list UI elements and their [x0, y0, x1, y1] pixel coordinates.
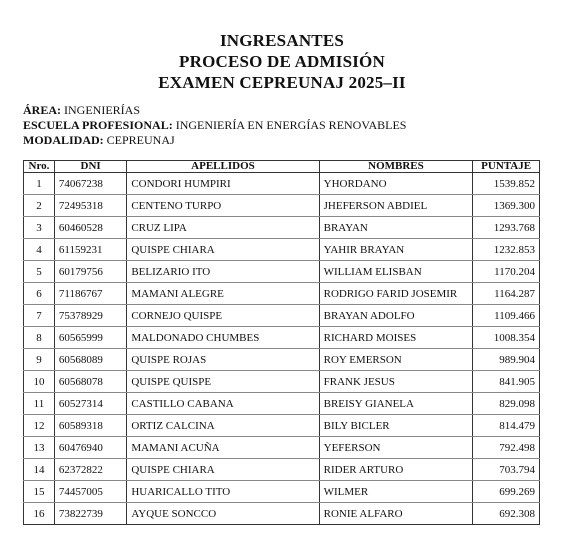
school-label: ESCUELA PROFESIONAL:: [23, 118, 173, 132]
cell-nombres: BRAYAN: [319, 217, 473, 239]
cell-puntaje: 829.098: [473, 393, 540, 415]
cell-nro: 1: [24, 173, 55, 195]
cell-dni: 60565999: [54, 327, 126, 349]
table-row: [24, 239, 540, 261]
table-row: [24, 415, 540, 437]
cell-puntaje: 692.308: [473, 503, 540, 525]
cell-puntaje: 1232.853: [473, 239, 540, 261]
header-puntaje: PUNTAJE: [473, 161, 540, 173]
school-line: [23, 118, 406, 133]
table-row: [24, 327, 540, 349]
cell-nro: 4: [24, 239, 55, 261]
cell-nombres: YHORDANO: [319, 173, 473, 195]
cell-dni: 71186767: [54, 283, 126, 305]
table-row: [24, 503, 540, 525]
table-row: [24, 393, 540, 415]
cell-nombres: WILLIAM ELISBAN: [319, 261, 473, 283]
cell-nombres: RIDER ARTURO: [319, 459, 473, 481]
cell-nombres: RODRIGO FARID JOSEMIR: [319, 283, 473, 305]
cell-dni: 74067238: [54, 173, 126, 195]
cell-puntaje: 1539.852: [473, 173, 540, 195]
mode-label: MODALIDAD:: [23, 133, 104, 147]
header-apellidos: APELLIDOS: [127, 161, 319, 173]
table-row: [24, 283, 540, 305]
cell-puntaje: 989.904: [473, 349, 540, 371]
cell-puntaje: 814.479: [473, 415, 540, 437]
cell-dni: 60460528: [54, 217, 126, 239]
cell-dni: 60179756: [54, 261, 126, 283]
title-line-3: EXAMEN CEPREUNAJ 2025–II: [158, 73, 406, 92]
cell-nombres: ROY EMERSON: [319, 349, 473, 371]
cell-nro: 3: [24, 217, 55, 239]
cell-apellidos: CASTILLO CABANA: [127, 393, 319, 415]
cell-nombres: JHEFERSON ABDIEL: [319, 195, 473, 217]
cell-nro: 16: [24, 503, 55, 525]
cell-dni: 73822739: [54, 503, 126, 525]
cell-puntaje: 1164.287: [473, 283, 540, 305]
cell-nro: 7: [24, 305, 55, 327]
cell-nombres: RICHARD MOISES: [319, 327, 473, 349]
table-row: [24, 261, 540, 283]
area-value: INGENIERÍAS: [64, 103, 140, 117]
school-value: INGENIERÍA EN ENERGÍAS RENOVABLES: [175, 118, 407, 132]
cell-nombres: YEFERSON: [319, 437, 473, 459]
cell-apellidos: CENTENO TURPO: [127, 195, 319, 217]
cell-puntaje: 1109.466: [473, 305, 540, 327]
cell-apellidos: CONDORI HUMPIRI: [127, 173, 319, 195]
cell-dni: 75378929: [54, 305, 126, 327]
header-row: [24, 161, 540, 173]
cell-dni: 62372822: [54, 459, 126, 481]
cell-nro: 12: [24, 415, 55, 437]
cell-apellidos: MAMANI ALEGRE: [127, 283, 319, 305]
table-row: [24, 195, 540, 217]
cell-puntaje: 1170.204: [473, 261, 540, 283]
document-title: [0, 30, 564, 93]
results-table: [23, 160, 540, 525]
cell-nro: 14: [24, 459, 55, 481]
cell-dni: 74457005: [54, 481, 126, 503]
cell-dni: 60527314: [54, 393, 126, 415]
table-row: [24, 305, 540, 327]
cell-nro: 2: [24, 195, 55, 217]
cell-nro: 6: [24, 283, 55, 305]
cell-dni: 60568089: [54, 349, 126, 371]
cell-puntaje: 1293.768: [473, 217, 540, 239]
cell-apellidos: MAMANI ACUÑA: [127, 437, 319, 459]
cell-apellidos: QUISPE CHIARA: [127, 239, 319, 261]
cell-apellidos: HUARICALLO TITO: [127, 481, 319, 503]
cell-nombres: RONIE ALFARO: [319, 503, 473, 525]
cell-puntaje: 703.794: [473, 459, 540, 481]
cell-apellidos: QUISPE CHIARA: [127, 459, 319, 481]
mode-value: CEPREUNAJ: [106, 133, 175, 147]
cell-apellidos: BELIZARIO ITO: [127, 261, 319, 283]
cell-apellidos: QUISPE ROJAS: [127, 349, 319, 371]
table-row: [24, 217, 540, 239]
area-label: ÁREA:: [23, 103, 61, 117]
cell-dni: 60476940: [54, 437, 126, 459]
title-line-1: INGRESANTES: [219, 31, 345, 50]
cell-nro: 15: [24, 481, 55, 503]
cell-nombres: BREISY GIANELA: [319, 393, 473, 415]
cell-apellidos: AYQUE SONCCO: [127, 503, 319, 525]
cell-nro: 9: [24, 349, 55, 371]
cell-dni: 60589318: [54, 415, 126, 437]
results-table-body: [24, 173, 540, 525]
cell-apellidos: MALDONADO CHUMBES: [127, 327, 319, 349]
table-row: [24, 173, 540, 195]
cell-nro: 8: [24, 327, 55, 349]
cell-apellidos: ORTIZ CALCINA: [127, 415, 319, 437]
cell-apellidos: QUISPE QUISPE: [127, 371, 319, 393]
table-row: [24, 459, 540, 481]
cell-puntaje: 1008.354: [473, 327, 540, 349]
cell-dni: 60568078: [54, 371, 126, 393]
results-table-header: [24, 161, 540, 173]
table-row: [24, 349, 540, 371]
cell-apellidos: CORNEJO QUISPE: [127, 305, 319, 327]
cell-puntaje: 699.269: [473, 481, 540, 503]
mode-line: [23, 133, 406, 148]
cell-nro: 13: [24, 437, 55, 459]
cell-nro: 11: [24, 393, 55, 415]
table-row: [24, 371, 540, 393]
cell-nombres: BILY BICLER: [319, 415, 473, 437]
cell-dni: 61159231: [54, 239, 126, 261]
header-nombres: NOMBRES: [319, 161, 473, 173]
cell-nro: 10: [24, 371, 55, 393]
header-nro: Nro.: [24, 161, 55, 173]
cell-puntaje: 792.498: [473, 437, 540, 459]
cell-apellidos: CRUZ LIPA: [127, 217, 319, 239]
cell-puntaje: 841.905: [473, 371, 540, 393]
cell-dni: 72495318: [54, 195, 126, 217]
title-line-2: PROCESO DE ADMISIÓN: [179, 52, 385, 71]
cell-nombres: WILMER: [319, 481, 473, 503]
area-line: [23, 103, 406, 118]
cell-puntaje: 1369.300: [473, 195, 540, 217]
cell-nombres: FRANK JESUS: [319, 371, 473, 393]
header-dni: DNI: [54, 161, 126, 173]
table-row: [24, 437, 540, 459]
cell-nro: 5: [24, 261, 55, 283]
document-metadata: [23, 103, 406, 148]
table-row: [24, 481, 540, 503]
cell-nombres: YAHIR BRAYAN: [319, 239, 473, 261]
cell-nombres: BRAYAN ADOLFO: [319, 305, 473, 327]
